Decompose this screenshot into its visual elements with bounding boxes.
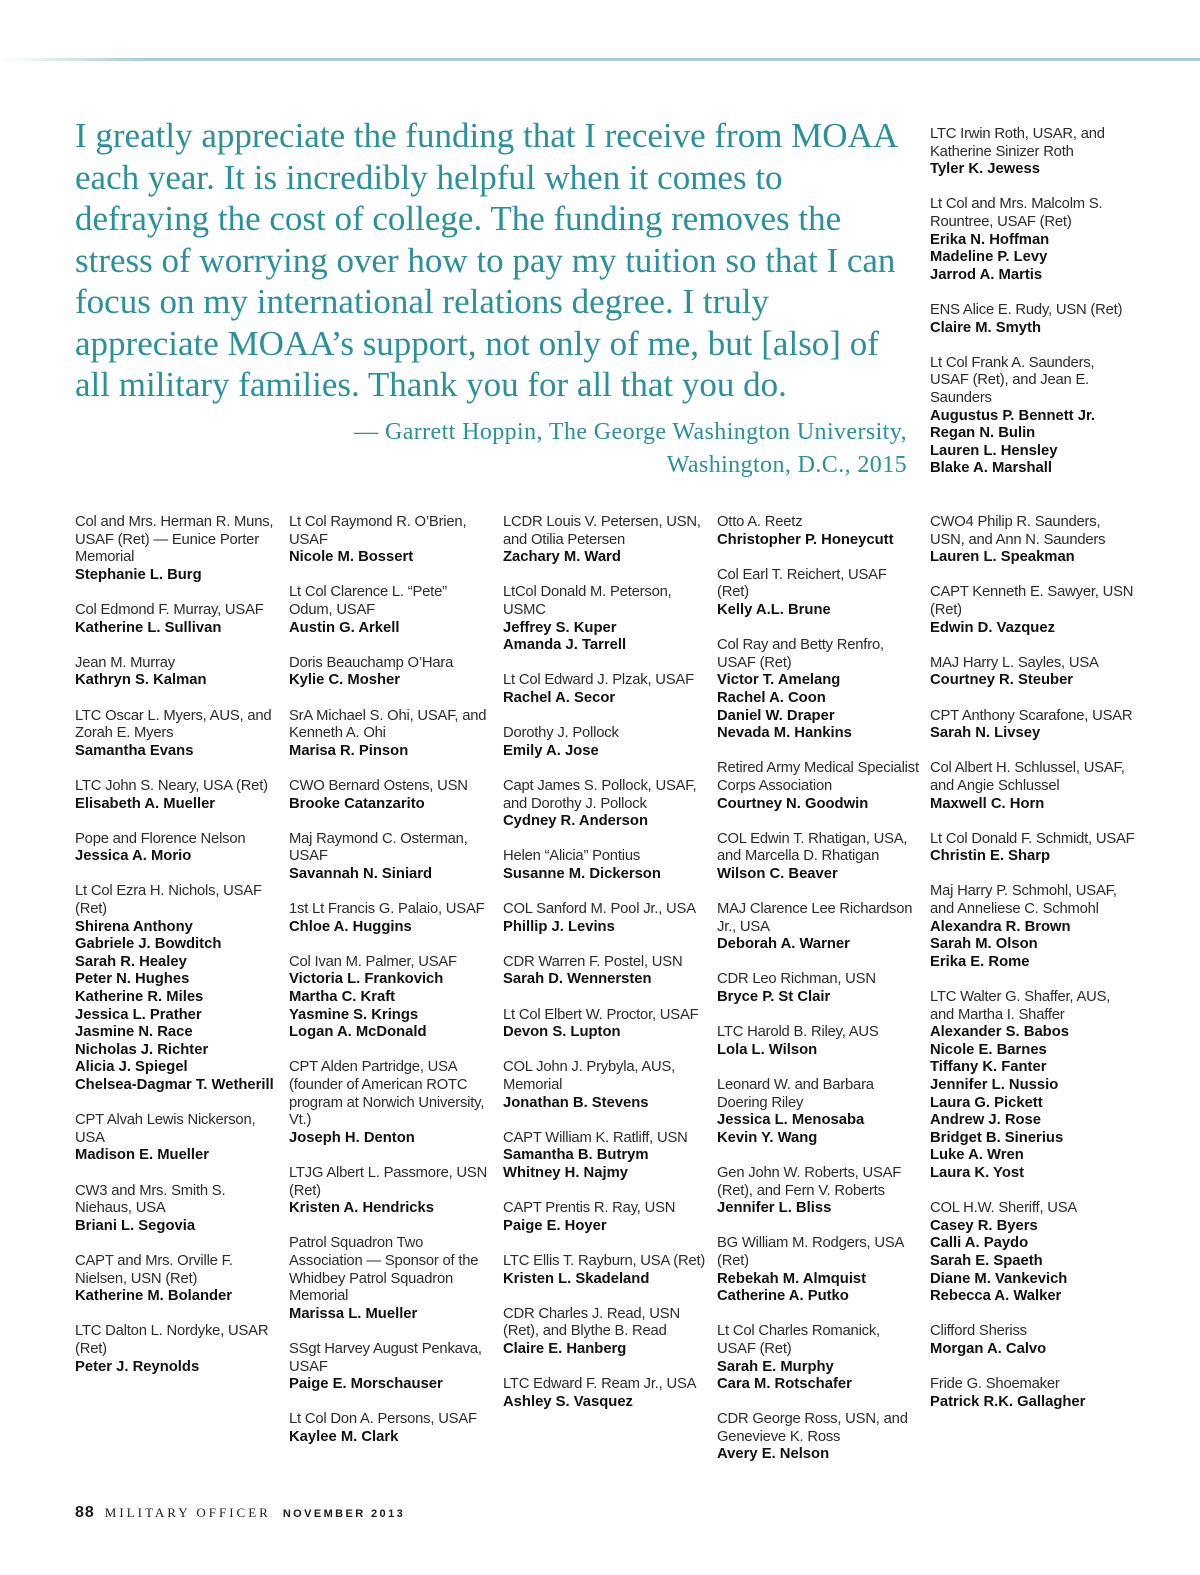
scholarship-entry <box>289 831 494 884</box>
sponsor-name: LTJG Albert L. Passmore, USN (Ret) <box>289 1164 488 1199</box>
recipient-name: Augustus P. Bennett Jr. <box>930 407 1095 424</box>
sponsor-name: Lt Col Edward J. Plzak, USAF <box>503 672 694 689</box>
scholarship-entry <box>503 778 708 831</box>
sponsor-name: CAPT Kenneth E. Sawyer, USN (Ret) <box>930 584 1134 618</box>
sponsor-name: COL John J. Prybyla, AUS, Memorial <box>503 1059 676 1093</box>
recipient-name: Andrew J. Rose <box>930 1112 1042 1129</box>
scholarship-entry <box>930 989 1135 1183</box>
recipient-name: Morgan A. Calvo <box>930 1340 1047 1357</box>
sponsor-name: Col Earl T. Reichert, USAF (Ret) <box>717 566 887 601</box>
recipient-name: Luke A. Wren <box>930 1147 1024 1164</box>
recipient-name: Amanda J. Tarrell <box>503 637 627 654</box>
recipient-name: Nevada M. Hankins <box>717 725 852 742</box>
sponsor-name: CDR Leo Richman, USN <box>717 971 876 988</box>
scholarship-entry <box>503 1130 708 1183</box>
recipient-name: Sarah M. Olson <box>930 936 1038 953</box>
scholarship-entry <box>930 1200 1135 1306</box>
scholarship-entry <box>503 1059 708 1112</box>
scholarship-entry <box>930 302 1135 337</box>
recipient-name: Avery E. Nelson <box>717 1446 830 1463</box>
sponsor-name: CAPT William K. Ratliff, USN <box>503 1129 688 1146</box>
scholarship-entry <box>75 1253 280 1306</box>
sponsor-name: LtCol Donald M. Peterson, USMC <box>503 584 672 618</box>
recipient-name: Jessica A. Morio <box>75 848 192 865</box>
recipient-name: Lola L. Wilson <box>717 1041 818 1058</box>
sponsor-name: CW3 and Mrs. Smith S. Niehaus, USA <box>75 1182 226 1217</box>
recipient-name: Stephanie L. Burg <box>75 566 202 583</box>
sponsor-name: SrA Michael S. Ohi, USAF, and Kenneth A. Ohi <box>289 707 487 742</box>
scholarship-entry <box>289 1341 494 1394</box>
scholarship-entry <box>930 760 1135 813</box>
recipient-name: Calli A. Paydo <box>930 1235 1029 1252</box>
sponsor-name: LTC Dalton L. Nordyke, USAR (Ret) <box>75 1323 269 1357</box>
scholarship-entry <box>75 655 280 690</box>
recipient-name: Peter N. Hughes <box>75 971 190 988</box>
recipient-name: Kathryn S. Kalman <box>75 672 207 689</box>
sponsor-name: LTC Ellis T. Rayburn, USA (Ret) <box>503 1252 706 1269</box>
recipient-name: Kevin Y. Wang <box>717 1129 818 1146</box>
recipient-name: Phillip J. Levins <box>503 918 615 935</box>
recipient-name: Paige E. Morschauser <box>289 1376 443 1393</box>
scholarship-entry <box>289 655 494 690</box>
recipient-name: Courtney R. Steuber <box>930 672 1074 689</box>
recipient-name: Ashley S. Vasquez <box>503 1393 633 1410</box>
recipient-name: Alexander S. Babos <box>930 1024 1069 1041</box>
sponsor-name: Patrol Squadron Two Association — Sponsor of the Whidbey Patrol Squadron Memorial <box>289 1235 479 1305</box>
recipient-name: Sarah D. Wennersten <box>503 971 652 988</box>
scholarship-entry <box>930 514 1135 567</box>
scholarship-entry <box>717 1235 922 1305</box>
recipient-name: Susanne M. Dickerson <box>503 865 661 882</box>
recipient-name: Katherine M. Bolander <box>75 1288 233 1305</box>
recipient-name: Katherine L. Sullivan <box>75 619 222 636</box>
scholarship-entry <box>75 708 280 761</box>
recipient-name: Regan N. Bulin <box>930 425 1036 442</box>
recipient-name: Nicholas J. Richter <box>75 1041 209 1058</box>
scholarship-entry <box>75 1183 280 1236</box>
recipient-name: Logan A. McDonald <box>289 1024 427 1041</box>
recipient-name: Victor T. Amelang <box>717 672 841 689</box>
sponsor-name: COL H.W. Sheriff, USA <box>930 1200 1078 1217</box>
column-5 <box>930 514 1135 1429</box>
recipient-name: Chelsea-Dagmar T. Wetherill <box>75 1077 274 1093</box>
recipient-name: Kelly A.L. Brune <box>717 601 831 618</box>
scholarship-entry <box>289 1235 494 1323</box>
scholarship-entry <box>289 584 494 637</box>
scholarship-entry <box>289 1165 494 1218</box>
recipient-name: Marisa R. Pinson <box>289 742 409 759</box>
scholarship-entry <box>503 954 708 989</box>
sponsor-name: Lt Col Ezra H. Nichols, USAF (Ret) <box>75 883 262 918</box>
sponsor-name: Jean M. Murray <box>75 654 175 671</box>
recipient-name: Alicia J. Spiegel <box>75 1059 188 1076</box>
scholarship-entry <box>930 1376 1135 1411</box>
recipient-name: Rebecca A. Walker <box>930 1288 1062 1305</box>
column-4 <box>717 514 922 1482</box>
sponsor-name: CPT Anthony Scarafone, USAR <box>930 707 1133 724</box>
sponsor-name: LCDR Louis V. Petersen, USN, and Otilia Petersen <box>503 514 701 548</box>
column-top-right <box>930 126 1135 495</box>
recipient-name: Claire M. Smyth <box>930 319 1042 336</box>
sponsor-name: CDR Warren F. Postel, USN <box>503 953 683 970</box>
recipient-name: Victoria L. Frankovich <box>289 971 444 988</box>
recipient-name: Laura G. Pickett <box>930 1094 1043 1111</box>
scholarship-entry <box>717 760 922 813</box>
sponsor-name: Retired Army Medical Specialist Corps Association <box>717 760 919 794</box>
scholarship-entry <box>930 883 1135 971</box>
scholarship-entry <box>717 637 922 743</box>
sponsor-name: Lt Col Frank A. Saunders, USAF (Ret), and Jean E. Saunders <box>930 354 1095 406</box>
sponsor-name: CDR Charles J. Read, USN (Ret), and Blythe B. Read <box>503 1305 680 1340</box>
scholarship-entry <box>503 514 708 567</box>
scholarship-entry <box>75 514 280 584</box>
sponsor-name: CPT Alvah Lewis Nickerson, USA <box>75 1112 256 1146</box>
sponsor-name: Otto A. Reetz <box>717 514 803 530</box>
recipient-name: Bridget B. Sinerius <box>930 1129 1064 1146</box>
recipient-name: Marissa L. Mueller <box>289 1305 418 1322</box>
sponsor-name: LTC John S. Neary, USA (Ret) <box>75 777 268 794</box>
issue-date: NOVEMBER 2013 <box>282 1508 406 1520</box>
recipient-name: Emily A. Jose <box>503 742 599 759</box>
scholarship-entry <box>75 831 280 866</box>
scholarship-entry <box>503 1200 708 1235</box>
recipient-name: Christopher P. Honeycutt <box>717 531 894 548</box>
recipient-name: Blake A. Marshall <box>930 460 1052 477</box>
sponsor-name: Lt Col Don A. Persons, USAF <box>289 1411 477 1428</box>
scholarship-entry <box>503 1306 708 1359</box>
recipient-name: Jessica L. Menosaba <box>717 1112 865 1129</box>
scholarship-entry <box>75 1112 280 1165</box>
sponsor-name: CAPT Prentis R. Ray, USN <box>503 1200 676 1217</box>
sponsor-name: Col Ray and Betty Renfro, USAF (Ret) <box>717 637 884 671</box>
sponsor-name: LTC Harold B. Riley, AUS <box>717 1024 879 1041</box>
sponsor-name: LTC Walter G. Shaffer, AUS, and Martha I. Shaffer <box>930 989 1111 1023</box>
sponsor-name: Lt Col Raymond R. O’Brien, USAF <box>289 514 467 548</box>
scholarship-entry <box>717 1323 922 1393</box>
recipient-name: Sarah E. Spaeth <box>930 1252 1043 1269</box>
recipient-name: Nicole E. Barnes <box>930 1041 1047 1058</box>
sponsor-name: Gen John W. Roberts, USAF (Ret), and Fern V. Roberts <box>717 1164 902 1199</box>
recipient-name: Kristen A. Hendricks <box>289 1200 434 1217</box>
sponsor-name: BG William M. Rodgers, USA (Ret) <box>717 1235 904 1269</box>
recipient-name: Sarah N. Livsey <box>930 725 1041 742</box>
scholarship-entry <box>289 778 494 813</box>
scholarship-entry <box>503 901 708 936</box>
recipient-name: Rachel A. Secor <box>503 689 616 706</box>
scholarship-entry <box>289 954 494 1042</box>
recipient-name: Zachary M. Ward <box>503 549 621 566</box>
sponsor-name: Maj Raymond C. Osterman, USAF <box>289 830 468 865</box>
recipient-name: Gabriele J. Bowditch <box>75 936 222 953</box>
sponsor-name: Col and Mrs. Herman R. Muns, USAF (Ret) — Eunice Porter Memorial <box>75 514 274 566</box>
sponsor-name: Lt Col and Mrs. Malcolm S. Rountree, USAF (Ret) <box>930 196 1103 230</box>
attribution-line-2: Washington, D.C., 2015 <box>666 452 907 478</box>
recipient-name: Kristen L. Skadeland <box>503 1270 650 1287</box>
recipient-name: Edwin D. Vazquez <box>930 619 1055 636</box>
scholarship-entry <box>75 1323 280 1376</box>
recipient-name: Shirena Anthony <box>75 918 193 935</box>
scholarship-entry <box>930 126 1135 179</box>
sponsor-name: Maj Harry P. Schmohl, USAF, and Anneliese C. Schmohl <box>930 883 1117 918</box>
recipient-name: Maxwell C. Horn <box>930 795 1045 812</box>
scholarship-entry <box>503 1376 708 1411</box>
sponsor-name: LTC Edward F. Ream Jr., USA <box>503 1376 697 1393</box>
recipient-name: Jasmine N. Race <box>75 1024 193 1041</box>
recipient-name: Rebekah M. Almquist <box>717 1270 867 1287</box>
recipient-name: Catherine A. Putko <box>717 1288 849 1305</box>
recipient-name: Madison E. Mueller <box>75 1147 210 1164</box>
recipient-name: Austin G. Arkell <box>289 619 400 636</box>
recipient-name: Kylie C. Mosher <box>289 672 401 689</box>
recipient-name: Jennifer L. Bliss <box>717 1200 832 1217</box>
column-3 <box>503 514 708 1429</box>
recipient-name: Chloe A. Huggins <box>289 918 412 935</box>
recipient-name: Devon S. Lupton <box>503 1024 621 1041</box>
sponsor-name: Col Ivan M. Palmer, USAF <box>289 953 457 970</box>
recipient-name: Jarrod A. Martis <box>930 266 1043 283</box>
recipient-name: Brooke Catanzarito <box>289 795 425 812</box>
scholarship-entry <box>503 1007 708 1042</box>
scholarship-entry <box>930 708 1135 743</box>
recipient-name: Courtney N. Goodwin <box>717 795 869 812</box>
sponsor-name: ENS Alice E. Rudy, USN (Ret) <box>930 301 1123 318</box>
sponsor-name: Fride G. Shoemaker <box>930 1376 1060 1393</box>
recipient-name: Briani L. Segovia <box>75 1217 196 1234</box>
sponsor-name: LTC Oscar L. Myers, AUS, and Zorah E. Myers <box>75 707 272 742</box>
scholarship-entry <box>289 901 494 936</box>
sponsor-name: CDR George Ross, USN, and Genevieve K. Ross <box>717 1411 908 1445</box>
recipient-name: Lauren L. Speakman <box>930 549 1075 566</box>
recipient-name: Katherine R. Miles <box>75 989 204 1006</box>
recipient-name: Madeline P. Levy <box>930 249 1048 266</box>
sponsor-name: Col Edmond F. Murray, USAF <box>75 601 264 618</box>
attribution-line-1: — Garrett Hoppin, The George Washington University, <box>354 419 907 445</box>
quote-attribution <box>75 416 907 482</box>
recipient-name: Patrick R.K. Gallagher <box>930 1393 1086 1410</box>
scholarship-entry <box>717 971 922 1006</box>
scholarship-entry <box>289 514 494 567</box>
recipient-name: Jonathan B. Stevens <box>503 1094 649 1111</box>
recipient-name: Yasmine S. Krings <box>289 1006 419 1023</box>
sponsor-name: CAPT and Mrs. Orville F. Nielsen, USN (Ret) <box>75 1252 233 1287</box>
sponsor-name: MAJ Clarence Lee Richardson Jr., USA <box>717 901 913 935</box>
recipient-name: Rachel A. Coon <box>717 689 826 706</box>
scholarship-entry <box>717 514 922 549</box>
recipient-name: Erika E. Rome <box>930 953 1030 970</box>
sponsor-name: Lt Col Elbert W. Proctor, USAF <box>503 1006 699 1023</box>
scholarship-entry <box>503 672 708 707</box>
sponsor-name: CWO4 Philip R. Saunders, USN, and Ann N. Saunders <box>930 514 1106 548</box>
scholarship-entry <box>717 1411 922 1464</box>
sponsor-name: Leonard W. and Barbara Doering Riley <box>717 1077 874 1111</box>
recipient-name: Nicole M. Bossert <box>289 549 414 566</box>
scholarship-entry <box>289 1411 494 1446</box>
scholarship-entry <box>503 1253 708 1288</box>
scholarship-entry <box>289 708 494 761</box>
scholarship-entry <box>503 725 708 760</box>
recipient-name: Bryce P. St Clair <box>717 989 831 1006</box>
recipient-name: Tyler K. Jewess <box>930 161 1040 178</box>
column-2 <box>289 514 494 1464</box>
sponsor-name: CWO Bernard Ostens, USN <box>289 777 468 794</box>
page-footer <box>75 1504 405 1524</box>
recipient-name: Tiffany K. Fanter <box>930 1059 1047 1076</box>
sponsor-name: Lt Col Clarence L. “Pete” Odum, USAF <box>289 584 447 618</box>
sponsor-name: Lt Col Charles Romanick, USAF (Ret) <box>717 1323 880 1357</box>
recipient-name: Jeffrey S. Kuper <box>503 619 617 636</box>
sponsor-name: Pope and Florence Nelson <box>75 830 246 847</box>
recipient-name: Casey R. Byers <box>930 1217 1038 1234</box>
recipient-name: Laura K. Yost <box>930 1164 1025 1181</box>
sponsor-name: SSgt Harvey August Penkava, USAF <box>289 1340 482 1375</box>
magazine-title: MILITARY OFFICER <box>104 1505 271 1520</box>
scholarship-entry <box>930 1323 1135 1358</box>
scholarship-entry <box>717 901 922 954</box>
sponsor-name: Capt James S. Pollock, USAF, and Dorothy J. Pollock <box>503 777 697 812</box>
sponsor-name: COL Sanford M. Pool Jr., USA <box>503 901 696 918</box>
sponsor-name: Helen “Alicia” Pontius <box>503 848 641 865</box>
sponsor-name: COL Edwin T. Rhatigan, USA, and Marcella D. Rhatigan <box>717 830 908 865</box>
recipient-name: Lauren L. Hensley <box>930 442 1058 459</box>
scholarship-entry <box>503 584 708 654</box>
sponsor-name: Dorothy J. Pollock <box>503 725 619 742</box>
recipient-name: Whitney H. Najmy <box>503 1164 628 1181</box>
sponsor-name: LTC Irwin Roth, USAR, and Katherine Sinizer Roth <box>930 126 1105 160</box>
pull-quote: I greatly appreciate the funding that I receive from MOAA each year. It is incredibly helpful when it comes to defraying the cost of college. The funding removes the stress of worrying over how to pay my tuition so that I can focus on my international relations degree. I truly appreciate MOAA’s support, not only of me, but [also] of all military families. Thank you for all that you do. <box>75 116 897 404</box>
sponsor-name: Lt Col Donald F. Schmidt, USAF <box>930 830 1135 847</box>
recipient-name: Claire E. Hanberg <box>503 1340 627 1357</box>
column-1 <box>75 514 280 1394</box>
recipient-name: Cydney R. Anderson <box>503 813 648 830</box>
scholarship-entry <box>717 1024 922 1059</box>
recipient-name: Sarah R. Healey <box>75 953 187 970</box>
recipient-name: Diane M. Vankevich <box>930 1270 1068 1287</box>
recipient-name: Jennifer L. Nussio <box>930 1077 1059 1093</box>
sponsor-name: CPT Alden Partridge, USA (founder of American ROTC program at Norwich University, Vt.) <box>289 1059 485 1129</box>
recipient-name: Jessica L. Prather <box>75 1006 202 1023</box>
scholarship-entry <box>717 1077 922 1147</box>
recipient-name: Elisabeth A. Mueller <box>75 795 216 812</box>
sponsor-name: 1st Lt Francis G. Palaio, USAF <box>289 901 485 918</box>
scholarship-entry <box>75 778 280 813</box>
scholarship-entry <box>289 1059 494 1147</box>
recipient-name: Samantha B. Butrym <box>503 1147 649 1164</box>
scholarship-entry <box>503 848 708 883</box>
scholarship-entry <box>75 602 280 637</box>
recipient-name: Alexandra R. Brown <box>930 918 1071 935</box>
recipient-name: Kaylee M. Clark <box>289 1428 399 1445</box>
recipient-name: Daniel W. Draper <box>717 707 835 724</box>
page-number: 88 <box>75 1504 95 1521</box>
sponsor-name: Doris Beauchamp O’Hara <box>289 654 454 671</box>
recipient-name: Christin E. Sharp <box>930 848 1051 865</box>
recipient-name: Erika N. Hoffman <box>930 231 1050 248</box>
top-rule <box>0 58 1200 61</box>
recipient-name: Deborah A. Warner <box>717 936 850 953</box>
sponsor-name: Col Albert H. Schlussel, USAF, and Angie Schlussel <box>930 760 1125 794</box>
scholarship-entry <box>930 584 1135 637</box>
scholarship-entry <box>717 1165 922 1218</box>
scholarship-entry <box>930 655 1135 690</box>
scholarship-entry <box>930 355 1135 478</box>
recipient-name: Savannah N. Siniard <box>289 865 433 882</box>
recipient-name: Cara M. Rotschafer <box>717 1376 852 1393</box>
scholarship-entry <box>717 831 922 884</box>
sponsor-name: Clifford Sheriss <box>930 1323 1027 1340</box>
scholarship-entry <box>930 831 1135 866</box>
scholarship-entry <box>930 196 1135 284</box>
recipient-name: Samantha Evans <box>75 742 194 759</box>
recipient-name: Peter J. Reynolds <box>75 1358 200 1375</box>
recipient-name: Martha C. Kraft <box>289 989 396 1006</box>
recipient-name: Sarah E. Murphy <box>717 1358 834 1375</box>
scholarship-entry <box>75 883 280 1094</box>
recipient-name: Joseph H. Denton <box>289 1129 415 1146</box>
recipient-name: Paige E. Hoyer <box>503 1217 607 1234</box>
recipient-name: Wilson C. Beaver <box>717 865 838 882</box>
sponsor-name: MAJ Harry L. Sayles, USA <box>930 654 1099 671</box>
scholarship-entry <box>717 567 922 620</box>
